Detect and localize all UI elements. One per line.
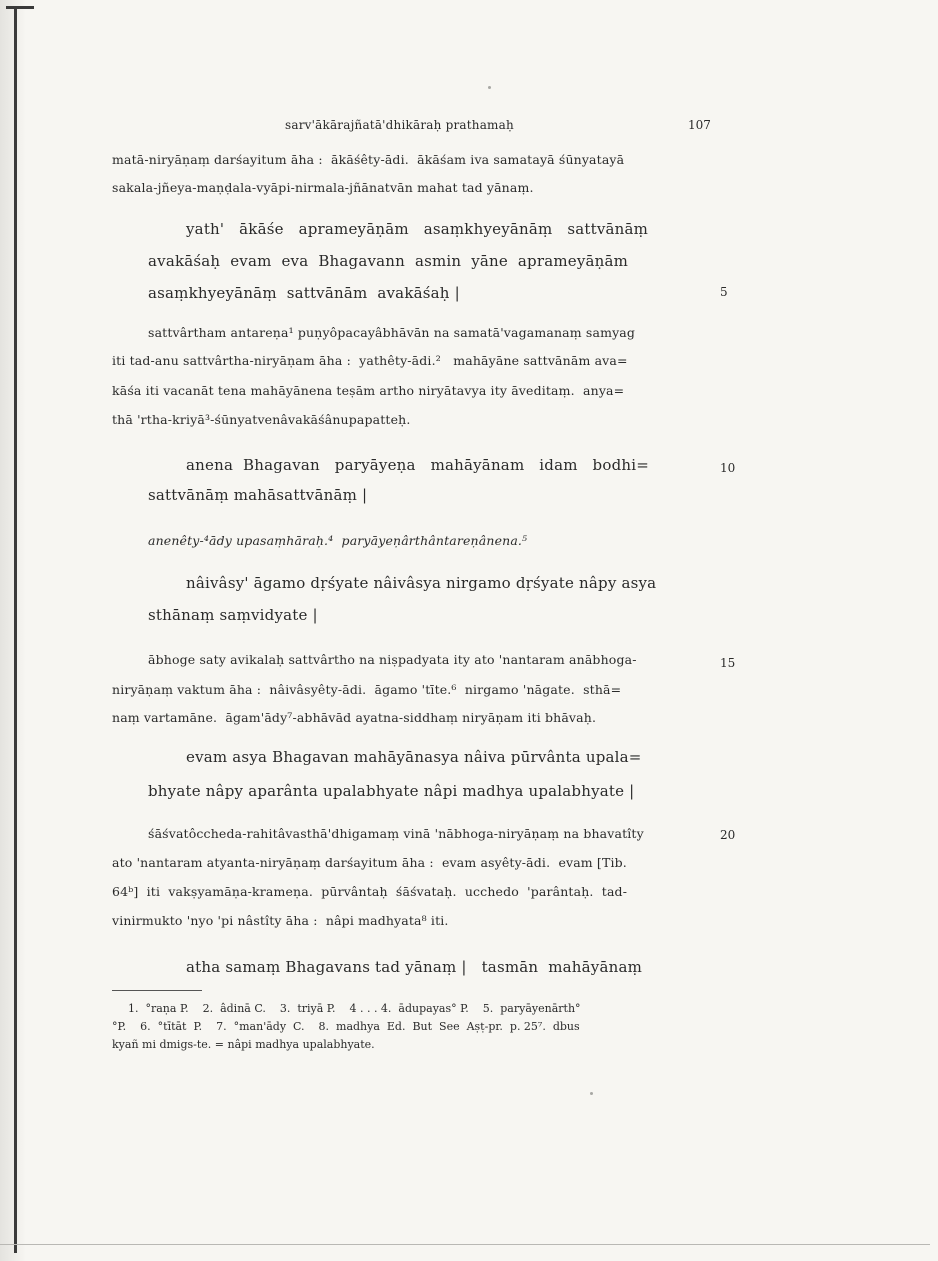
commentary-line: śāśvatôccheda-rahitâvasthā'dhigamaṃ vinā 'nābhoga-niryāṇaṃ na bhavatîty [148, 826, 644, 841]
verse-line: bhyate nâpy aparânta upalabhyate nâpi madhya upalabhyate | [148, 782, 635, 800]
commentary-line: 64ᵇ] iti vakṣyamāṇa-krameṇa. pūrvântaḥ śāśvataḥ. ucchedo 'parântaḥ. tad- [112, 884, 628, 899]
footnote-line: 1. °raṇa P. 2. âdinā C. 3. triyā P. 4 . . . 4. ādupayas° P. 5. paryāyenārth° [128, 1002, 581, 1015]
line-number: 10 [720, 461, 736, 475]
scan-speck [488, 86, 491, 89]
verse-line: asaṃkhyeyānāṃ sattvānām avakāśaḥ | [148, 284, 460, 302]
verse-line: evam asya Bhagavan mahāyānasya nâiva pūrvânta upala= [186, 748, 642, 766]
binding-corner [6, 6, 34, 9]
verse-line: anena Bhagavan paryāyeṇa mahāyānam idam bodhi= [186, 456, 650, 474]
line-number: 15 [720, 656, 736, 670]
commentary-line: anenêty-⁴ādy upasaṃhāraḥ.⁴ paryāyeṇârthântareṇânena.⁵ [148, 533, 528, 548]
footnote-line: °P. 6. °tītāt P. 7. °man'ādy C. 8. madhya Ed. But See Aṣṭ-pr. p. 25⁷. dbus [112, 1020, 580, 1033]
footnote-line: kyañ mi dmigs-te. = nâpi madhya upalabhyate. [112, 1038, 375, 1051]
commentary-line: thā 'rtha-kriyā³-śūnyatvenâvakāśânupapatteḥ. [112, 412, 411, 427]
binding-line [14, 8, 17, 1253]
commentary-line: sattvârtham antareṇa¹ puṇyôpacayâbhāvān na samatā'vagamanaṃ samyag [148, 325, 636, 340]
line-number: 5 [720, 285, 728, 299]
commentary-line: naṃ vartamāne. āgam'ādy⁷-abhāvād ayatna-siddhaṃ niryāṇam iti bhāvaḥ. [112, 710, 597, 725]
line-number: 20 [720, 828, 736, 842]
commentary-line: sakala-jñeya-maṇḍala-vyāpi-nirmala-jñānatvān mahat tad yānaṃ. [112, 180, 534, 195]
verse-line: avakāśaḥ evam eva Bhagavann asmin yāne aprameyāṇām [148, 252, 629, 270]
verse-line: nâivâsy' āgamo dṛśyate nâivâsya nirgamo dṛśyate nâpy asya [186, 574, 657, 592]
commentary-line: vinirmukto 'nyo 'pi nâstîty āha : nâpi madhyata⁸ iti. [112, 913, 449, 928]
commentary-line: niryāṇaṃ vaktum āha : nâivâsyêty-ādi. āgamo 'tīte.⁶ nirgamo 'nāgate. sthā= [112, 682, 622, 697]
footnote-rule [112, 990, 202, 991]
verse-line: atha samaṃ Bhagavans tad yānaṃ | tasmān mahāyānaṃ [186, 958, 643, 976]
scan-speck [590, 1092, 593, 1095]
running-head: sarv'ākārajñatā'dhikāraḥ prathamaḥ [285, 118, 514, 132]
commentary-line: ābhoge saty avikalaḥ sattvârtho na niṣpadyata ity ato 'nantaram anābhoga- [148, 652, 637, 667]
verse-line: sthānaṃ saṃvidyate | [148, 606, 318, 624]
commentary-line: iti tad-anu sattvârtha-niryāṇam āha : yathêty-ādi.² mahāyāne sattvānām ava= [112, 353, 628, 368]
commentary-line: matā-niryāṇaṃ darśayitum āha : ākāśêty-ādi. ākāśam iva samatayā śūnyatayā [112, 152, 625, 167]
scan-bottom-edge [0, 1244, 930, 1245]
commentary-line: ato 'nantaram atyanta-niryāṇaṃ darśayitum āha : evam asyêty-ādi. evam [Tib. [112, 855, 627, 870]
verse-line: sattvānāṃ mahāsattvānāṃ | [148, 486, 368, 504]
binding-shadow [0, 0, 26, 1261]
verse-line: yath' ākāśe aprameyāṇām asaṃkhyeyānāṃ sattvānāṃ [186, 220, 649, 238]
page-number: 107 [688, 118, 711, 132]
commentary-line: kāśa iti vacanāt tena mahāyānena teṣām artho niryātavya ity āveditaṃ. anya= [112, 383, 625, 398]
